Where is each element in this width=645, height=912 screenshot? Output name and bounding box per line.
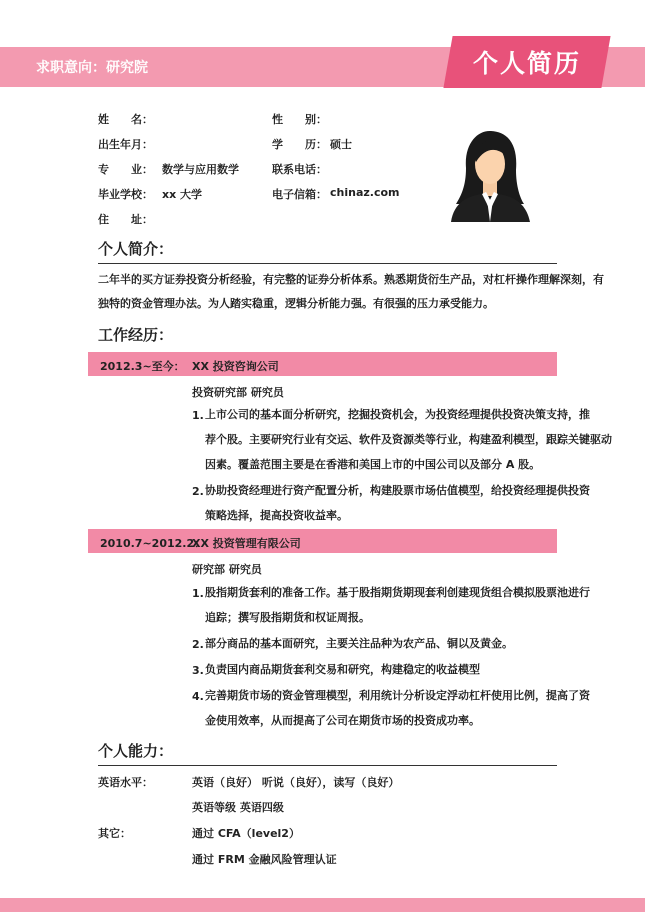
english-line: 英语等级 英语四级 — [192, 801, 284, 814]
job-date: 2012.3~至今： — [100, 360, 185, 373]
school-value: xx 大学 — [162, 188, 203, 201]
other-line: 通过 FRM 金融风险管理认证 — [192, 853, 337, 866]
email-label: 电子信箱： — [272, 188, 327, 201]
page-title: 个人简历 — [472, 49, 581, 78]
job-role: 投资研究部 研究员 — [192, 386, 284, 399]
item-number: 1. — [192, 587, 204, 600]
item-number: 2. — [192, 638, 204, 651]
major-label: 专 业： — [98, 163, 153, 176]
footer-band — [0, 898, 645, 912]
job-item-line: 因素。覆盖范围主要是在香港和美国上市的中国公司以及部分 A 股。 — [205, 458, 541, 471]
major-value: 数学与应用数学 — [162, 163, 239, 176]
intro-line: 二年半的买方证券投资分析经验，有完整的证券分析体系。熟悉期货衍生产品，对杠杆操作理解深刻，有 — [98, 273, 604, 286]
item-number: 1. — [192, 409, 204, 422]
education-label: 学 历： — [272, 138, 327, 151]
job-item-line: 策略选择，提高投资收益率。 — [205, 509, 348, 522]
school-label: 毕业学校： — [98, 188, 153, 201]
job-item-line: 部分商品的基本面研究，主要关注品种为农产品、铜以及黄金。 — [205, 637, 513, 650]
job-company: XX 投资咨询公司 — [192, 360, 279, 373]
job-item-line: 完善期货市场的资金管理模型，利用统计分析设定浮动杠杆使用比例，提高了资 — [205, 689, 590, 702]
skills-title: 个人能力： — [98, 742, 174, 760]
intro-divider — [98, 263, 557, 264]
item-number: 3. — [192, 664, 204, 677]
phone-label: 联系电话： — [272, 163, 327, 176]
job-date: 2010.7~2012.2： — [100, 537, 206, 550]
skills-divider — [98, 765, 557, 766]
other-label: 其它： — [98, 827, 131, 840]
work-title: 工作经历： — [98, 326, 174, 344]
job-item-line: 追踪；撰写股指期货和权证周报。 — [205, 611, 370, 624]
job-item-line: 负责国内商品期货套利交易和研究，构建稳定的收益模型 — [205, 663, 480, 676]
job-role: 研究部 研究员 — [192, 563, 262, 576]
name-label: 姓 名： — [98, 113, 153, 126]
birth-label: 出生年月： — [98, 138, 153, 151]
english-line: 英语（良好） 听说（良好），读写（良好） — [192, 776, 400, 789]
job-item-line: 协助投资经理进行资产配置分析，构建股票市场估值模型，给投资经理提供投资 — [205, 484, 590, 497]
education-value: 硕士 — [330, 138, 352, 151]
intro-line: 独特的资金管理办法。为人踏实稳重，逻辑分析能力强。有很强的压力承受能力。 — [98, 297, 494, 310]
address-label: 住 址： — [98, 213, 153, 226]
intro-title: 个人简介： — [98, 240, 174, 258]
job-company: XX 投资管理有限公司 — [192, 537, 301, 550]
item-number: 4. — [192, 690, 204, 703]
gender-label: 性 别： — [272, 113, 327, 126]
job-item-line: 股指期货套利的准备工作。基于股指期货期现套利创建现货组合模拟股票池进行 — [205, 586, 590, 599]
email-value: chinaz.com — [330, 186, 400, 199]
other-line: 通过 CFA（level2） — [192, 827, 300, 840]
job-intent: 求职意向：研究院 — [36, 60, 148, 76]
avatar — [446, 128, 532, 222]
job-item-line: 上市公司的基本面分析研究，挖掘投资机会，为投资经理提供投资决策支持，推 — [205, 408, 590, 421]
item-number: 2. — [192, 485, 204, 498]
job-item-line: 荐个股。主要研究行业有交运、软件及资源类等行业，构建盈利模型，跟踪关键驱动 — [205, 433, 612, 446]
job-item-line: 金使用效率，从而提高了公司在期货市场的投资成功率。 — [205, 714, 480, 727]
english-label: 英语水平： — [98, 776, 153, 789]
